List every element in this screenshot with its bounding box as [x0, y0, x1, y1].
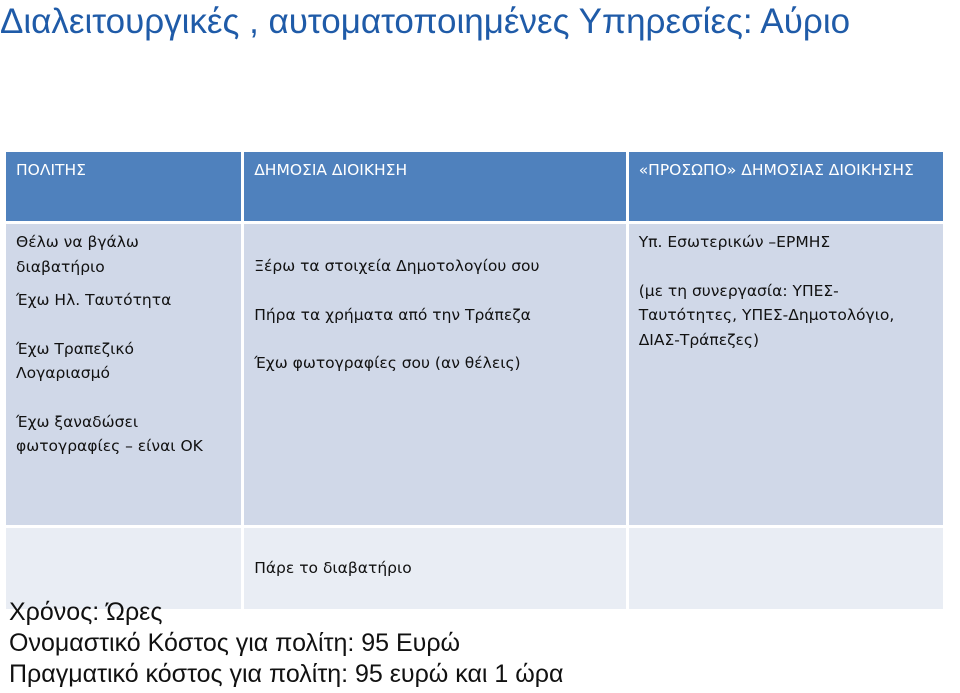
- citizen-item: Έχω Ηλ. Ταυτότητα: [16, 291, 172, 309]
- slide-title: Διαλειτουργικές , αυτοματοποιημένες Υπηρεσίες: Αύριο: [0, 2, 851, 41]
- admin-item: Πήρα τα χρήματα από την Τράπεζα: [254, 305, 531, 324]
- admin-item: Ξέρω τα στοιχεία Δημοτολογίου σου: [254, 257, 540, 275]
- services-table: [3, 149, 946, 612]
- header-citizen: ΠΟΛΙΤΗΣ: [6, 152, 241, 221]
- header-administration-face: «ΠΡΟΣΩΠΟ» ΔΗΜΟΣΙΑΣ ΔΙΟΙΚΗΣΗΣ: [629, 152, 943, 221]
- admin-cell: [244, 224, 626, 525]
- citizen-item: Έχω ξαναδώσει φωτογραφίες – είναι ΟΚ: [16, 412, 203, 455]
- citizen-item: Θέλω να βγάλω διαβατήριο: [16, 233, 139, 276]
- nominal-cost-line: Ονομαστικό Κόστος για πολίτη: 95 Ευρώ: [9, 629, 461, 657]
- header-public-administration: ΔΗΜΟΣΙΑ ΔΙΟΙΚΗΣΗ: [244, 152, 626, 221]
- real-cost-line: Πραγματικό κόστος για πολίτη: 95 ευρώ και 1 ώρα: [9, 660, 564, 688]
- admin-item: Έχω φωτογραφίες σου (αν θέλεις): [254, 354, 521, 372]
- table-header-row: [6, 152, 943, 221]
- footer-summary: [9, 597, 949, 690]
- time-line: Χρόνος: Ώρες: [9, 598, 163, 626]
- citizen-cell: [6, 224, 241, 525]
- result-cell: Πάρε το διαβατήριο: [244, 528, 626, 609]
- face-cell: [629, 224, 943, 525]
- face-item: Υπ. Εσωτερικών –ΕΡΜΗΣ: [638, 233, 831, 251]
- face-item: (με τη συνεργασία: ΥΠΕΣ-Ταυτότητες, ΥΠΕΣ-Δημοτολόγιο, ΔΙΑΣ-Τράπεζες): [638, 281, 895, 349]
- citizen-item: Έχω Τραπεζικό Λογαριασμό: [16, 339, 134, 382]
- table-row: [6, 224, 943, 525]
